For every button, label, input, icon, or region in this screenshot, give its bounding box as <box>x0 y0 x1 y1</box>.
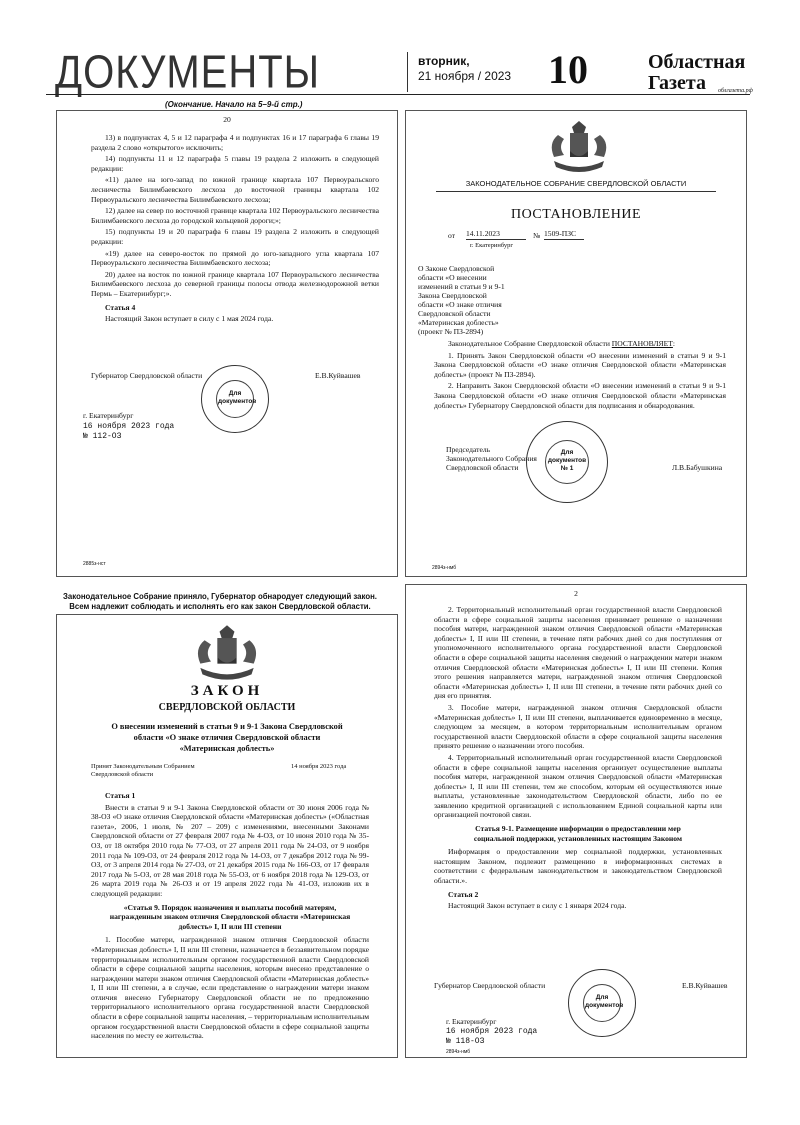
section-title: ДОКУМЕНТЫ <box>55 47 321 99</box>
signer-role: Губернатор Свердловской области <box>91 371 203 380</box>
article-9-paragraph: 1. Пособие матери, награжденной знаком отличия Свердловской области «Материнская доблесть» I, II или III степени, назначается в беззаявительном порядке территориальным исполнительным органом государственной власти Свердловской области в сфере социальной защиты населения, которым внесено представление о награждении матери знаком отличия Свердловской области «Материнская доблесть» I, II или III степени, а в случае, если представление о награждении матери знаком отличия внесено Губернатору Свердловской области не по предложению территориального исполнительного органа государственной власти Свердловской области в сфере социальной защиты населения, – территориальным исполнительным органом государственной власти Свердловской области в сфере социальной защиты населения по месту ее жительства. <box>91 935 369 1041</box>
paragraph: 20) далее на восток по южной границе квартала 107 Первоуральского лесничества Билимбаевского лесхоза до северной границы полосы отвода железнодорожной ветки Пермь – Екатеринбург;». <box>91 269 379 298</box>
article-9-title: «Статья 9. Порядок назначения и выплаты пособий матерям, награжденным знаком отличия Свердловской области «Материнская доблесть» I, II или III степени <box>109 902 351 931</box>
document-panel-3 <box>56 614 398 1058</box>
decree-preamble <box>434 339 726 349</box>
organization-name: ЗАКОНОДАТЕЛЬНОЕ СОБРАНИЕ СВЕРДЛОВСКОЙ ОБЛАСТИ <box>465 179 687 188</box>
org-divider <box>436 191 716 192</box>
newspaper-name-line1: Областная <box>648 51 746 73</box>
subject-line: области «О знаке отличия <box>418 300 502 309</box>
subject-line: области «О внесении <box>418 273 487 282</box>
chair-signer <box>446 445 537 472</box>
header-divider <box>407 52 408 92</box>
article-text: Внести в статьи 9 и 9-1 Закона Свердловской области от 30 июня 2006 года № 38-ОЗ «О знаке отличия Свердловской области «Материнская доблесть» («Областная газета», 2006, 1 июля, № 207 – 209) с изменениями, внесенными Законами Свердловской области от 27 февраля 2007 года № 4-ОЗ, от 10 июня 2010 года № 35-ОЗ, от 18 октября 2010 года № 77-ОЗ, от 27 апреля 2011 года № 24-ОЗ, от 9 ноября 2011 года № 109-ОЗ, от 24 февраля 2012 года № 14-ОЗ, от 7 декабря 2012 года № 99-ОЗ, от 3 апреля 2014 года № 27-ОЗ, от 21 декабря 2015 года № 166-ОЗ, от 17 февраля 2017 года № 5-ОЗ, от 28 мая 2018 года № 55-ОЗ, от 6 ноября 2018 года № 129-ОЗ, от 26 марта 2019 года № 26-ОЗ и от 19 апреля 2022 года № 41-ОЗ, изложив их в следующей редакции: <box>91 802 369 898</box>
decree-number-label: № <box>533 231 541 240</box>
decree-item-1: 1. Принять Закон Свердловской области «О внесении изменений в статьи 9 и 9-1 Закона Свердловской области «О знаке отличия Свердловской области «Материнская доблесть» (проект № ПЗ-2894). <box>434 350 726 379</box>
page-header <box>0 0 800 100</box>
panel-footnote: 2894з-нмб <box>446 1049 471 1055</box>
header-rule <box>46 94 750 95</box>
signer-role: Губернатор Свердловской области <box>434 981 546 990</box>
subject-line: О Законе Свердловской <box>418 264 495 273</box>
chair-name: Л.В.Бабушкина <box>672 463 723 472</box>
subject-line: (проект № ПЗ-2894) <box>418 327 484 336</box>
issue-date <box>418 54 511 84</box>
place: г. Екатеринбург <box>446 1017 497 1026</box>
document-panel-4 <box>405 584 747 1058</box>
article-title: Статья 2 <box>448 889 479 899</box>
decree-number: 1509-ПЗС <box>544 229 584 240</box>
article-9-1-title: Статья 9-1. Размещение информации о предоставлении мер социальной поддержки, установленных настоящим Законом <box>473 824 683 843</box>
coat-of-arms-icon <box>544 117 614 177</box>
paragraph: 2. Территориальный исполнительный орган государственной власти Свердловской области в сфере социальной защиты населения принимает решение о назначении пособия матери, награжденной знаком отличия Свердловской области «Материнская доблесть» I, II или III степени, в течение пяти рабочих дней со дня поступления от уполномоченного исполнительного органа государственной власти Свердловской области в сфере социальной защиты населения сведений о награждении матери знаком отличия Свердловской области «Материнская доблесть» I, II или III степени. Копия этого решения направляется матери, награжденной знаком отличия Свердловской области «Материнская доблесть» I, II или III степени, в течение пяти рабочих дней со дня его принятия. <box>434 605 722 701</box>
preamble-text: Законодательное Собрание Свердловской области <box>448 339 612 348</box>
decree-date: 14.11.2023 <box>466 229 526 240</box>
intro-note: Законодательное Собрание приняло, Губернатор обнародует следующий закон. Всем надлежит соблюдать и исполнять его как закон Свердловской области. <box>63 592 377 611</box>
stamp-label: Для документов <box>585 994 624 1009</box>
sign-date: 16 ноября 2023 года <box>83 422 175 431</box>
paragraph: 13) в подпунктах 4, 5 и 12 параграфа 4 и подпунктах 16 и 17 параграфа 6 главы 19 раздела 2 слово «открытого» исключить; <box>91 133 379 152</box>
newspaper-site: облгазета.рф <box>718 88 753 94</box>
paragraph: 14) подпункты 11 и 12 параграфа 5 главы 19 раздела 2 изложить в следующей редакции: <box>91 154 379 173</box>
paragraph: 3. Пособие матери, награжденной знаком отличия Свердловской области «Материнская доблесть» I, II или III степени, выплачивается единовременно в месяце, следующем за месяцем, в котором территориальным исполнительным органом государственной власти Свердловской области в сфере социальной защиты населения принято решение о назначении этого пособия. <box>434 702 722 751</box>
article-text: Настоящий Закон вступает в силу с 1 января 2024 года. <box>448 901 627 911</box>
chair-line: Председатель <box>446 445 491 454</box>
continuation-note: (Окончание. Начало на 5–9-й стр.) <box>165 100 303 109</box>
subject-line: «Материнская доблесть» <box>418 318 499 327</box>
page-number: 10 <box>548 47 588 92</box>
document-panel-1 <box>56 110 398 577</box>
law-number: № 112-ОЗ <box>83 432 122 441</box>
chair-line: Свердловской области <box>446 463 519 472</box>
paragraph: Информация о предоставлении мер социальной поддержки, установленных настоящим Законом, подлежит размещению в информационных системах в соответствии с федеральным законодательством и законодательством Свердловской области.». <box>434 847 722 886</box>
official-stamp <box>526 421 608 503</box>
decree-from-label: от <box>448 231 456 240</box>
adopted-date: 14 ноября 2023 года <box>291 763 347 770</box>
coat-of-arms-icon <box>189 621 265 685</box>
subject-line: Закона Свердловской <box>418 291 487 300</box>
article-text: Настоящий Закон вступает в силу с 1 мая 2024 года. <box>105 314 274 324</box>
law-number: № 118-ОЗ <box>446 1037 485 1046</box>
doc-page-number: 20 <box>223 115 231 124</box>
law-title: ЗАКОН <box>190 683 264 699</box>
paragraph: «11) далее на юго-запад по южной границе квартала 107 Первоуральского лесничества Билимбаевского лесхоза до восточной границы квартала 102 Первоуральского лесничества Билимбаевского лесхоза; <box>91 175 379 204</box>
article-title: Статья 1 <box>105 791 136 800</box>
official-stamp <box>568 969 636 1037</box>
preamble-end: : <box>672 339 676 348</box>
article-title: Статья 4 <box>105 302 136 312</box>
panel-footnote: 2885з-нст <box>83 561 106 567</box>
paragraph: 4. Территориальный исполнительный орган государственной власти Свердловской области в сфере социальной защиты населения организует осуществление выплаты пособия матери, награжденной знаком отличия Свердловской области «Материнская доблесть» I, II или III степени, тем же способом, которым ей осуществляются иные выплаты, установленные законодательством Свердловской области, либо по ее заявлению кредитной организацией с использованием Единой социальной карты или организацией почтовой связи. <box>434 752 722 820</box>
panel-footnote: 2894з-нмб <box>432 565 457 571</box>
law-region: СВЕРДЛОВСКОЙ ОБЛАСТИ <box>158 702 296 713</box>
adopted-by: Принят Законодательным Собранием Свердловской области <box>91 763 195 778</box>
doc-page-number: 2 <box>574 589 578 598</box>
law-subject: О внесении изменений в статьи 9 и 9-1 Закона Свердловской области «О знаке отличия Свердловской области «Материнская доблесть» <box>111 722 343 753</box>
decree-item-2: 2. Направить Закон Свердловской области «О внесении изменений в статьи 9 и 9-1 Закона Свердловской области «О знаке отличия Свердловской области «Материнская доблесть» Губернатору Свердловской области для подписания и обнародования. <box>434 381 726 410</box>
decree-subject <box>418 264 578 336</box>
newspaper-name-line2: Газета <box>648 72 706 94</box>
official-stamp <box>201 365 269 433</box>
chair-line: Законодательного Собрания <box>446 454 537 463</box>
paragraph: «19) далее на северо-восток по прямой до юго-западного угла квартала 107 Первоуральского лесничества Билимбаевского лесхоза; <box>91 248 379 268</box>
issue-date-text: 21 ноября / 2023 <box>418 69 512 83</box>
subject-line: изменений в статьи 9 и 9-1 <box>418 282 505 291</box>
signer-name: Е.В.Куйвашев <box>315 371 361 380</box>
stamp-label: Для документов № 1 <box>547 449 587 472</box>
document-type: ПОСТАНОВЛЕНИЕ <box>510 207 642 222</box>
paragraph: 12) далее на север по восточной границе квартала 102 Первоуральского лесничества Билимбаевского лесхоза до городской кольцевой дороги;»; <box>91 206 379 225</box>
document-panel-2 <box>405 110 747 577</box>
subject-line: Свердловской области <box>418 309 491 318</box>
sign-date: 16 ноября 2023 года <box>446 1027 538 1036</box>
decree-place: г. Екатеринбург <box>470 242 514 249</box>
stamp-label: Для документов <box>218 390 257 405</box>
preamble-verb: ПОСТАНОВЛЯЕТ <box>611 339 673 348</box>
signer-name: Е.В.Куйвашев <box>682 981 728 990</box>
place: г. Екатеринбург <box>83 411 134 420</box>
paragraph: 15) подпункты 19 и 20 параграфа 6 главы 19 раздела 2 изложить в следующей редакции: <box>91 227 379 246</box>
issue-weekday: вторник, <box>418 54 470 68</box>
